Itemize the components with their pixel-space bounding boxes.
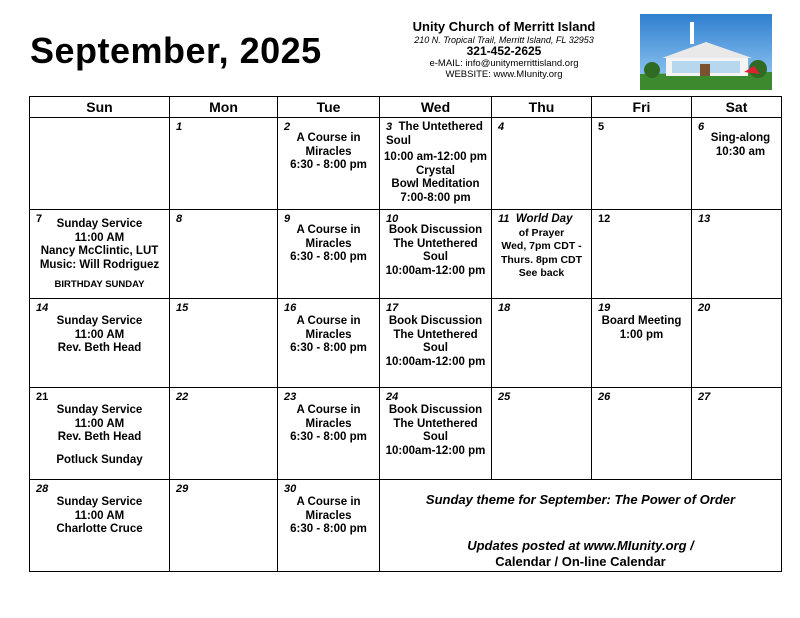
church-name: Unity Church of Merritt Island [412, 19, 596, 34]
day-number: 3 [386, 121, 393, 133]
day-number: 30 [284, 483, 297, 495]
day-cell [30, 210, 170, 299]
day-cell [30, 388, 170, 480]
event-title: The Untethered [398, 121, 483, 133]
event-sing-along [692, 118, 781, 159]
event-line: A Course in [296, 404, 361, 416]
event-line: The Untethered [393, 237, 478, 250]
day-cell [492, 118, 592, 210]
day-number: 11 [498, 213, 510, 225]
day-cell [592, 299, 692, 388]
day-cell [592, 388, 692, 480]
day-number: 24 [386, 391, 399, 403]
day-number: 27 [698, 391, 711, 403]
day-number: 21 [36, 391, 49, 403]
day-cell [278, 299, 380, 388]
church-phone: 321-452-2625 [466, 44, 542, 59]
event-title: World Day [515, 213, 573, 225]
event-title: Book Discussion [388, 404, 483, 416]
event-time: Thurs. 8pm CDT [500, 253, 583, 266]
event-world-day-prayer [492, 210, 591, 227]
day-cell [278, 118, 380, 210]
event-title: Book Discussion [388, 224, 483, 236]
day-cell [692, 388, 782, 480]
day-number: 1 [176, 121, 183, 133]
day-number: 26 [598, 391, 611, 403]
day-number: 17 [386, 302, 399, 314]
day-cell [592, 210, 692, 299]
event-title: Soul [386, 134, 411, 147]
event-time: 10:00am-12:00 pm [385, 355, 486, 368]
event-untethered-soul [380, 118, 491, 148]
week-row [30, 118, 782, 210]
event-title: Sunday Service [56, 496, 143, 508]
day-number: 8 [176, 213, 183, 225]
church-info [384, 20, 624, 81]
church-website[interactable]: WEBSITE: www.MIunity.org [445, 69, 563, 80]
day-cell [30, 299, 170, 388]
event-sunday-service [30, 299, 169, 356]
event-title: Sing-along [710, 132, 771, 144]
day-cell [170, 299, 278, 388]
event-line: Bowl Meditation [391, 178, 480, 190]
event-world-day-details [492, 227, 591, 281]
weekday-fri: Fri [592, 97, 692, 118]
day-number: 22 [176, 391, 189, 403]
day-number: 6 [698, 121, 705, 133]
day-number: 7 [36, 213, 43, 225]
church-email[interactable]: e-MAIL: info@unitymerrittisland.org [429, 58, 579, 70]
event-time: 11:00 AM [74, 231, 125, 244]
event-line: Miracles [305, 509, 352, 522]
day-cell [692, 299, 782, 388]
event-title: Sunday Service [56, 404, 143, 416]
event-time: 6:30 - 8:00 pm [290, 342, 367, 354]
week-row [30, 210, 782, 299]
day-number: 13 [698, 213, 711, 225]
day-number: 18 [498, 302, 511, 314]
event-line: of Prayer [518, 226, 565, 239]
weekday-mon: Mon [170, 97, 278, 118]
day-cell [380, 388, 492, 480]
event-line: Soul [423, 251, 448, 263]
event-line: Miracles [305, 145, 352, 158]
day-cell [278, 480, 380, 572]
day-number: 4 [498, 121, 505, 133]
day-number: 25 [498, 391, 511, 403]
church-photo [640, 14, 772, 90]
weekday-wed: Wed [380, 97, 492, 118]
event-time: 7:00-8:00 pm [400, 191, 471, 204]
event-time: 10:30 am [715, 145, 766, 158]
day-number: 5 [598, 121, 605, 133]
weekday-tue: Tue [278, 97, 380, 118]
event-time: 6:30 - 8:00 pm [290, 251, 367, 263]
event-sunday-service [30, 388, 169, 467]
day-cell [380, 299, 492, 388]
event-line: A Course in [296, 224, 361, 236]
day-number: 28 [36, 483, 49, 495]
event-speaker: Nancy McClintic, LUT [40, 245, 159, 257]
event-line: Crystal [416, 164, 455, 177]
event-time: Wed, 7pm CDT - [501, 240, 582, 252]
updates-note [380, 538, 781, 570]
monthly-notes [380, 480, 782, 572]
sunday-theme: Sunday theme for September: The Power of Order [425, 492, 736, 507]
day-cell [492, 299, 592, 388]
event-line: Miracles [305, 237, 352, 250]
week-row [30, 299, 782, 388]
event-line: A Course in [296, 315, 361, 327]
event-title: Sunday Service [56, 218, 143, 230]
event-speaker: Rev. Beth Head [57, 342, 142, 354]
event-crystal-bowl [380, 148, 491, 205]
event-title: Sunday Service [56, 315, 143, 327]
event-time: 11:00 AM [74, 328, 125, 341]
calendar-grid [29, 96, 782, 572]
event-note: BIRTHDAY SUNDAY [54, 279, 145, 290]
day-cell [170, 118, 278, 210]
event-note: Potluck Sunday [56, 453, 143, 466]
event-sunday-service [30, 210, 169, 292]
event-time: 11:00 AM [74, 509, 125, 522]
event-speaker: Charlotte Cruce [56, 523, 143, 535]
day-cell [592, 118, 692, 210]
day-cell-empty [30, 118, 170, 210]
weekday-thu: Thu [492, 97, 592, 118]
day-number: 9 [284, 213, 291, 225]
day-number: 16 [284, 302, 297, 314]
event-time: 6:30 - 8:00 pm [290, 431, 367, 443]
event-sunday-service [30, 480, 169, 537]
day-cell [380, 118, 492, 210]
day-cell [30, 480, 170, 572]
weekday-header-row [30, 97, 782, 118]
event-line: Soul [423, 342, 448, 354]
event-time: 6:30 - 8:00 pm [290, 523, 367, 535]
day-number: 12 [598, 213, 611, 225]
event-time: 6:30 - 8:00 pm [290, 159, 367, 171]
day-number: 14 [36, 302, 49, 314]
week-row [30, 388, 782, 480]
event-title: Book Discussion [388, 315, 483, 327]
day-cell [492, 210, 592, 299]
event-line: The Untethered [393, 417, 478, 430]
day-number: 19 [598, 302, 611, 314]
event-line: A Course in [296, 132, 361, 144]
day-cell [170, 480, 278, 572]
event-line: Soul [423, 431, 448, 443]
event-title: Board Meeting [601, 315, 682, 327]
event-line: The Untethered [393, 328, 478, 341]
day-cell [170, 210, 278, 299]
day-cell [278, 388, 380, 480]
day-number: 2 [284, 121, 291, 133]
event-speaker: Rev. Beth Head [57, 431, 142, 443]
event-time: 1:00 pm [619, 328, 664, 341]
day-cell [278, 210, 380, 299]
day-cell [692, 118, 782, 210]
day-cell [170, 388, 278, 480]
event-course-in-miracles [278, 118, 379, 173]
event-line: Miracles [305, 328, 352, 341]
event-time: 10:00am-12:00 pm [385, 264, 486, 277]
page-title: September, 2025 [30, 30, 322, 71]
day-number: 20 [698, 302, 711, 314]
day-number: 23 [284, 391, 297, 403]
weekday-sun: Sun [30, 97, 170, 118]
church-address: 210 N. Tropical Trail, Merritt Island, FL 32953 [414, 34, 594, 45]
event-time: 10:00 am-12:00 pm [384, 151, 487, 163]
day-number: 10 [386, 213, 399, 225]
day-cell [492, 388, 592, 480]
day-cell [692, 210, 782, 299]
event-line: Miracles [305, 417, 352, 430]
event-line: A Course in [296, 496, 361, 508]
day-number: 29 [176, 483, 189, 495]
week-row [30, 480, 782, 572]
event-course-in-miracles [278, 210, 379, 265]
event-note: See back [518, 267, 565, 279]
updates-line: Calendar / On-line Calendar [495, 554, 666, 569]
day-number: 15 [176, 302, 189, 314]
event-time: 10:00am-12:00 pm [385, 444, 486, 457]
weekday-sat: Sat [692, 97, 782, 118]
updates-line[interactable]: Updates posted at www.MIunity.org / [467, 538, 694, 553]
day-cell [380, 210, 492, 299]
event-music: Music: Will Rodriguez [39, 258, 160, 271]
event-time: 11:00 AM [74, 417, 125, 430]
